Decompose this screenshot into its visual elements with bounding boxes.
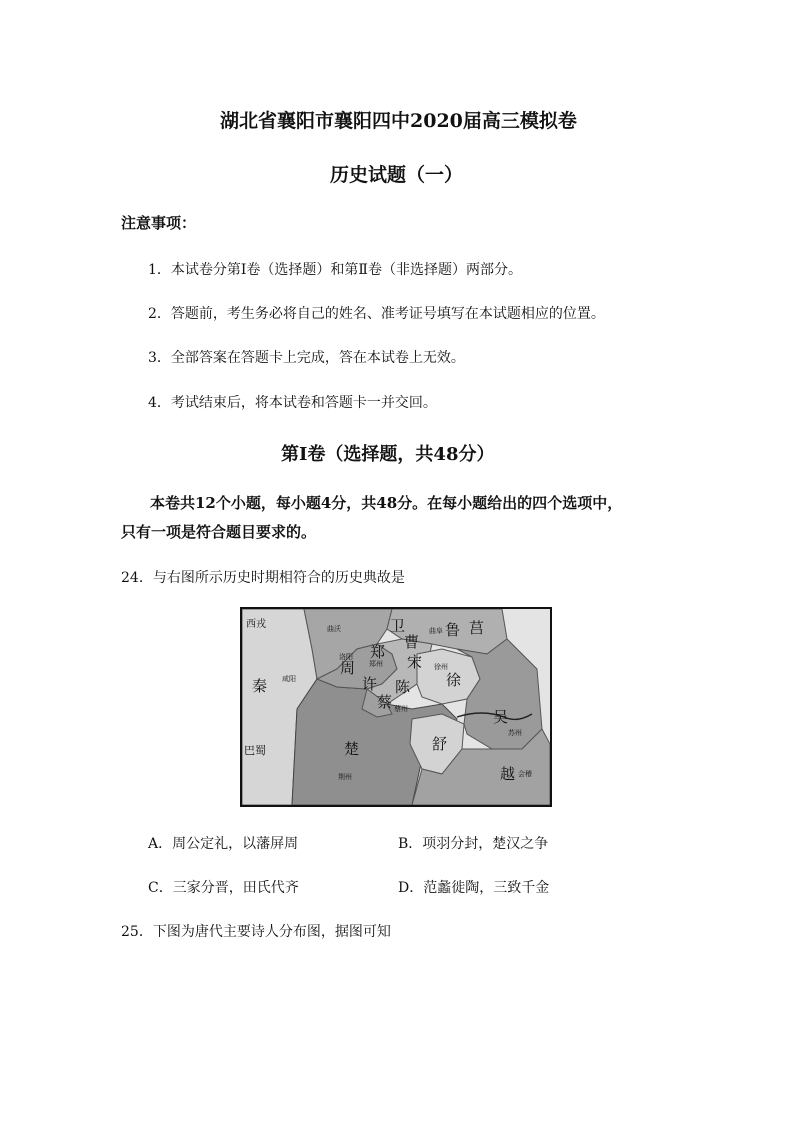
label-yue: 越	[500, 765, 516, 783]
section-title: 第Ⅰ卷（选择题，共48分）	[281, 444, 495, 465]
label-caizhou: 蔡州	[394, 705, 408, 713]
label-qufu: 曲阜	[429, 627, 443, 635]
label-jingzhou: 荆州	[338, 773, 352, 781]
label-wu: 吴	[493, 708, 509, 726]
label-qin: 秦	[252, 677, 268, 695]
option-b[interactable]: B．项羽分封，楚汉之争	[398, 836, 549, 852]
label-zheng: 郑	[370, 643, 386, 661]
note-item-1: 1．本试卷分第Ⅰ卷（选择题）和第Ⅱ卷（非选择题）两部分。	[148, 262, 522, 278]
question-25-stem: 25．下图为唐代主要诗人分布图，据图可知	[121, 924, 391, 940]
label-kuaiji: 会稽	[518, 770, 532, 778]
question-24-stem: 24．与右图所示历史时期相符合的历史典故是	[121, 570, 405, 586]
label-song: 宋	[407, 653, 423, 671]
note-item-4: 4．考试结束后，将本试卷和答题卡一并交回。	[148, 395, 437, 411]
label-xirong: 西戎	[246, 619, 266, 630]
label-bashu: 巴蜀	[244, 744, 266, 757]
label-xu: 徐	[446, 671, 462, 689]
notes-heading: 注意事项：	[121, 214, 197, 232]
label-luoyang: 洛阳	[339, 653, 353, 661]
label-ju: 莒	[469, 619, 485, 637]
label-suzhou: 苏州	[508, 729, 522, 737]
historical-map	[240, 607, 552, 807]
exam-subtitle: 历史试题（一）	[330, 164, 464, 186]
option-a[interactable]: A．周公定礼，以藩屏周	[148, 836, 299, 852]
option-c[interactable]: C．三家分晋，田氏代齐	[148, 880, 299, 896]
section-instruction-line2: 只有一项是符合题目要求的。	[121, 523, 317, 541]
label-chen: 陈	[395, 678, 411, 696]
note-item-2: 2．答题前，考生务必将自己的姓名、准考证号填写在本试题相应的位置。	[148, 306, 605, 322]
label-xu-state: 许	[362, 675, 378, 693]
label-chu: 楚	[344, 740, 360, 758]
label-wei: 卫	[390, 617, 406, 635]
label-shu: 舒	[432, 735, 448, 753]
option-d[interactable]: D．范蠡徙陶，三致千金	[398, 880, 550, 896]
section-instruction-line1: 本卷共12个小题，每小题4分，共48分。在每小题给出的四个选项中，	[150, 494, 623, 512]
note-item-3: 3．全部答案在答题卡上完成，答在本试卷上无效。	[148, 350, 465, 366]
label-xianyang: 咸阳	[282, 675, 296, 683]
label-quwo: 曲沃	[327, 625, 341, 633]
exam-title: 湖北省襄阳市襄阳四中2020届高三模拟卷	[220, 110, 577, 132]
label-xuzhou-city: 徐州	[434, 663, 448, 671]
label-zhengzhou: 郑州	[369, 660, 383, 668]
label-cao: 曹	[404, 633, 420, 651]
label-zhou: 周	[340, 659, 356, 677]
label-cai: 蔡	[377, 693, 393, 711]
label-lu: 鲁	[445, 621, 461, 639]
